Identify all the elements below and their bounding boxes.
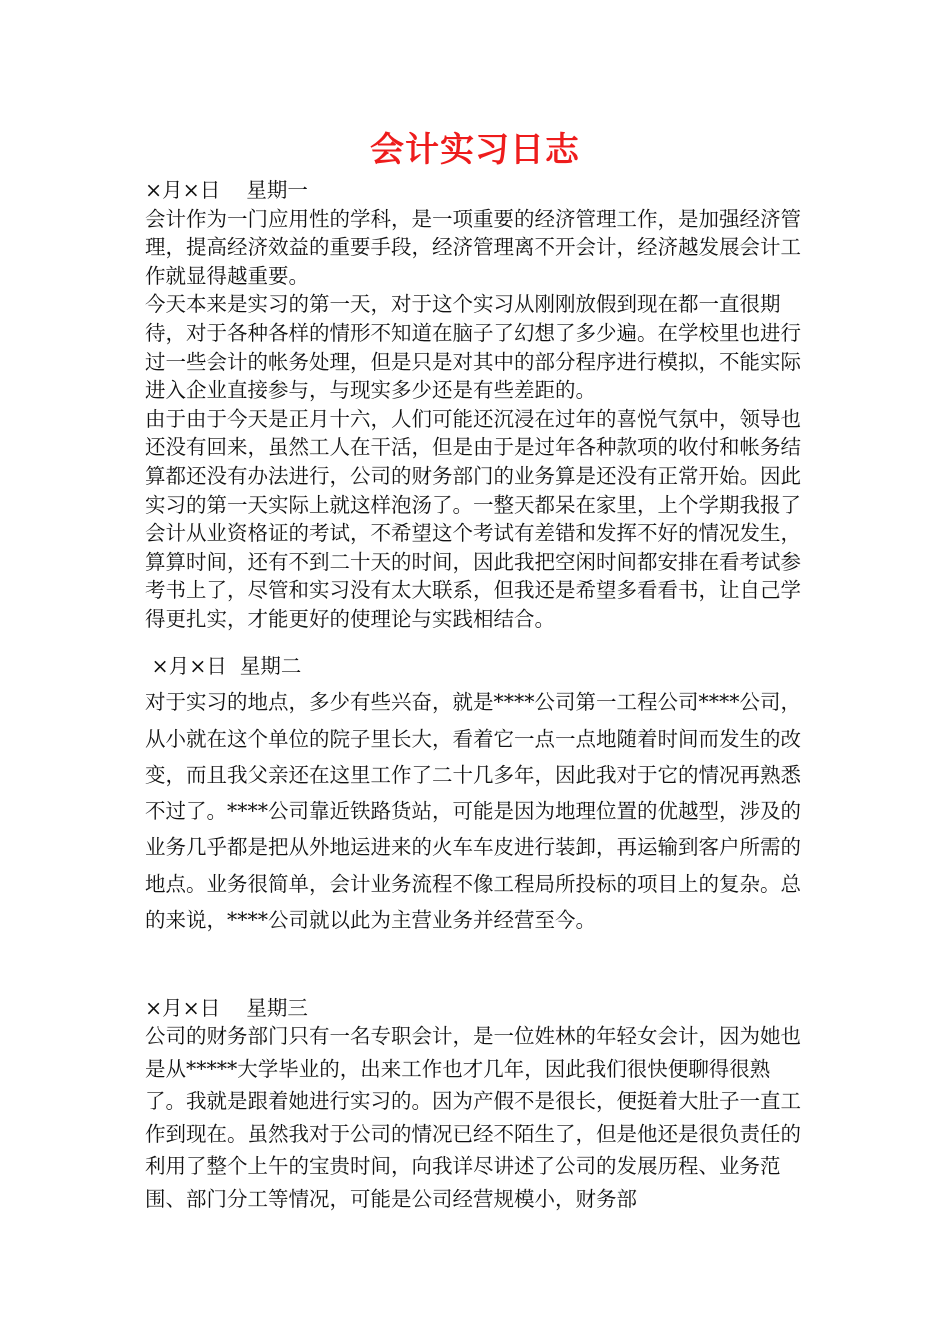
entry-paragraph: 今天本来是实习的第一天，对于这个实习从刚刚放假到现在都一直很期待，对于各种各样的情形不知道在脑子了幻想了多少遍。在学校里也进行过一些会计的帐务处理，但是只是对其中的部分程序进行模拟，不能实际进入企业直接参与，与现实多少还是有些差距的。 bbox=[145, 292, 801, 403]
document-title: 会计实习日志 bbox=[370, 130, 580, 170]
entry-paragraph: 公司的财务部门只有一名专职会计，是一位姓林的年轻女会计，因为她也是从*****大学毕业的，出来工作也才几年，因此我们很快便聊得很熟了。我就是跟着她进行实习的。因为产假不是很长，便挺着大肚子一直工作到现在。虽然我对于公司的情况已经不陌生了，但是他还是很负责任的利用了整个上午的宝贵时间，向我详尽讲述了公司的发展历程、业务范围、部门分工等情况，可能是公司经营规模小，财务部 bbox=[145, 1024, 801, 1211]
journal-entry-monday bbox=[145, 176, 810, 634]
entry-date: ×月×日 星期三 bbox=[145, 996, 308, 1020]
entry-date: ×月×日 星期二 bbox=[145, 654, 302, 678]
entry-paragraph: 会计作为一门应用性的学科，是一项重要的经济管理工作，是加强经济管理，提高经济效益的重要手段，经济管理离不开会计，经济越发展会计工作就显得越重要。 bbox=[145, 206, 801, 288]
entry-paragraph: 由于由于今天是正月十六，人们可能还沉浸在过年的喜悦气氛中，领导也还没有回来，虽然工人在干活，但是由于是过年各种款项的收付和帐务结算都还没有办法进行，公司的财务部门的业务算是还没有正常开始。因此实习的第一天实际上就这样泡汤了。一整天都呆在家里，上个学期我报了会计从业资格证的考试，不希望这个考试有差错和发挥不好的情况发生，算算时间，还有不到二十天的时间，因此我把空闲时间都安排在看考试参考书上了，尽管和实习没有太大联系，但我还是希望多看看书，让自己学得更扎实，才能更好的使理论与实践相结合。 bbox=[145, 406, 801, 631]
journal-entry-tuesday bbox=[145, 648, 810, 938]
journal-entry-wednesday bbox=[145, 996, 810, 1215]
entry-paragraph: 对于实习的地点，多少有些兴奋，就是****公司第一工程公司****公司，从小就在这个单位的院子里长大，看着它一点一点地随着时间而发生的改变，而且我父亲还在这里工作了二十几多年，因此我对于它的情况再熟悉不过了。****公司靠近铁路货站，可能是因为地理位置的优越型，涉及的业务几乎都是把从外地运进来的火车车皮进行装卸，再运输到客户所需的地点。业务很简单，会计业务流程不像工程局所投标的项目上的复杂。总的来说，****公司就以此为主营业务并经营至今。 bbox=[145, 690, 801, 933]
entry-date: ×月×日 星期一 bbox=[145, 178, 308, 202]
